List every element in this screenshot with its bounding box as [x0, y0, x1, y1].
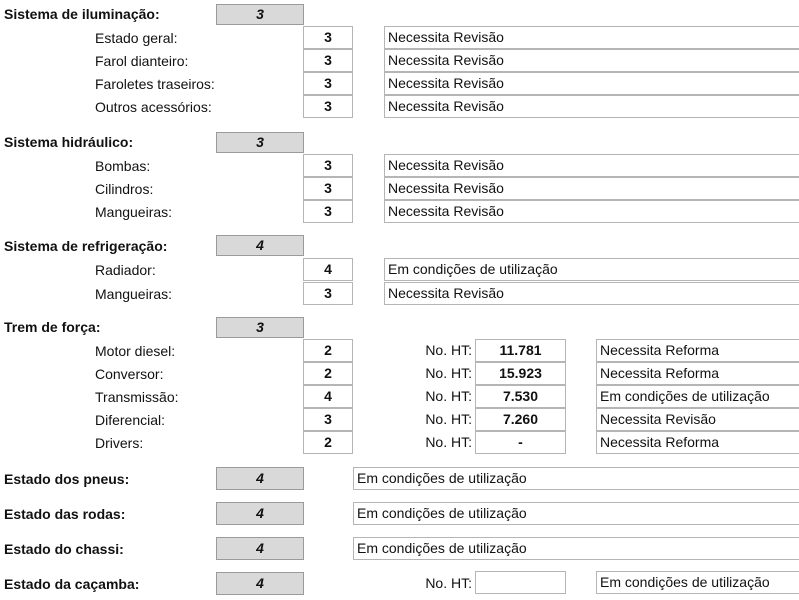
section-title-trem-de-forca: Trem de força: — [4, 319, 101, 335]
item-status: Necessita Revisão — [384, 49, 799, 72]
item-value: 2 — [303, 431, 353, 454]
item-value: 3 — [303, 177, 353, 200]
ht-label: No. HT: — [425, 434, 472, 450]
item-label: Bombas: — [95, 158, 151, 174]
ht-label: No. HT: — [425, 575, 472, 591]
item-value: 3 — [303, 154, 353, 177]
item-label: Drivers: — [95, 435, 144, 451]
item-label: Mangueiras: — [95, 286, 173, 302]
item-status: Em condições de utilização — [596, 385, 799, 408]
section-title-hidraulico: Sistema hidráulico: — [4, 134, 134, 150]
section-score-hidraulico: 3 — [216, 132, 304, 153]
item-value: 3 — [303, 49, 353, 72]
item-status: Necessita Revisão — [384, 282, 799, 305]
item-status: Necessita Revisão — [384, 95, 799, 118]
item-label: Cilindros: — [95, 181, 154, 197]
item-label: Mangueiras: — [95, 204, 173, 220]
ht-value-cacamba — [475, 571, 566, 594]
summary-status-chassi: Em condições de utilização — [353, 537, 799, 560]
item-status: Em condições de utilização — [384, 258, 799, 281]
item-status: Necessita Revisão — [596, 408, 799, 431]
item-status: Necessita Revisão — [384, 26, 799, 49]
ht-value: 15.923 — [475, 362, 566, 385]
ht-value: 7.260 — [475, 408, 566, 431]
item-status: Necessita Revisão — [384, 177, 799, 200]
item-value: 3 — [303, 26, 353, 49]
ht-label: No. HT: — [425, 365, 472, 381]
item-label: Estado geral: — [95, 30, 178, 46]
item-value: 2 — [303, 362, 353, 385]
section-title-refrigeracao: Sistema de refrigeração: — [4, 238, 168, 254]
item-value: 2 — [303, 339, 353, 362]
item-status: Necessita Revisão — [384, 72, 799, 95]
summary-title-cacamba: Estado da caçamba: — [4, 576, 140, 592]
item-status: Necessita Reforma — [596, 339, 799, 362]
summary-status-rodas: Em condições de utilização — [353, 502, 799, 525]
summary-score-chassi: 4 — [216, 537, 304, 560]
item-label: Diferencial: — [95, 412, 166, 428]
item-status: Necessita Reforma — [596, 431, 799, 454]
section-score-trem-de-forca: 3 — [216, 317, 304, 338]
item-status: Necessita Revisão — [384, 200, 799, 223]
item-label: Transmissão: — [95, 389, 179, 405]
item-value: 3 — [303, 72, 353, 95]
item-label: Farol dianteiro: — [95, 53, 189, 69]
item-label: Conversor: — [95, 366, 164, 382]
item-value: 3 — [303, 95, 353, 118]
summary-score-cacamba: 4 — [216, 572, 304, 595]
summary-title-rodas: Estado das rodas: — [4, 506, 126, 522]
ht-value: - — [475, 431, 566, 454]
ht-value: 11.781 — [475, 339, 566, 362]
item-status: Necessita Revisão — [384, 154, 799, 177]
summary-score-rodas: 4 — [216, 502, 304, 525]
ht-value: 7.530 — [475, 385, 566, 408]
summary-status-pneus: Em condições de utilização — [353, 467, 799, 490]
section-title-iluminacao: Sistema de iluminação: — [4, 6, 160, 22]
section-score-iluminacao: 3 — [216, 4, 304, 25]
item-label: Radiador: — [95, 262, 156, 278]
item-value: 4 — [303, 258, 353, 281]
summary-status-cacamba: Em condições de utilização — [596, 571, 799, 594]
item-value: 4 — [303, 385, 353, 408]
ht-label: No. HT: — [425, 411, 472, 427]
item-label: Motor diesel: — [95, 343, 176, 359]
item-value: 3 — [303, 408, 353, 431]
item-value: 3 — [303, 282, 353, 305]
summary-title-chassi: Estado do chassi: — [4, 541, 124, 557]
item-label: Faroletes traseiros: — [95, 76, 215, 92]
item-status: Necessita Reforma — [596, 362, 799, 385]
item-value: 3 — [303, 200, 353, 223]
summary-title-pneus: Estado dos pneus: — [4, 471, 130, 487]
ht-label: No. HT: — [425, 388, 472, 404]
section-score-refrigeracao: 4 — [216, 235, 304, 256]
summary-score-pneus: 4 — [216, 467, 304, 490]
ht-label: No. HT: — [425, 342, 472, 358]
item-label: Outros acessórios: — [95, 99, 212, 115]
